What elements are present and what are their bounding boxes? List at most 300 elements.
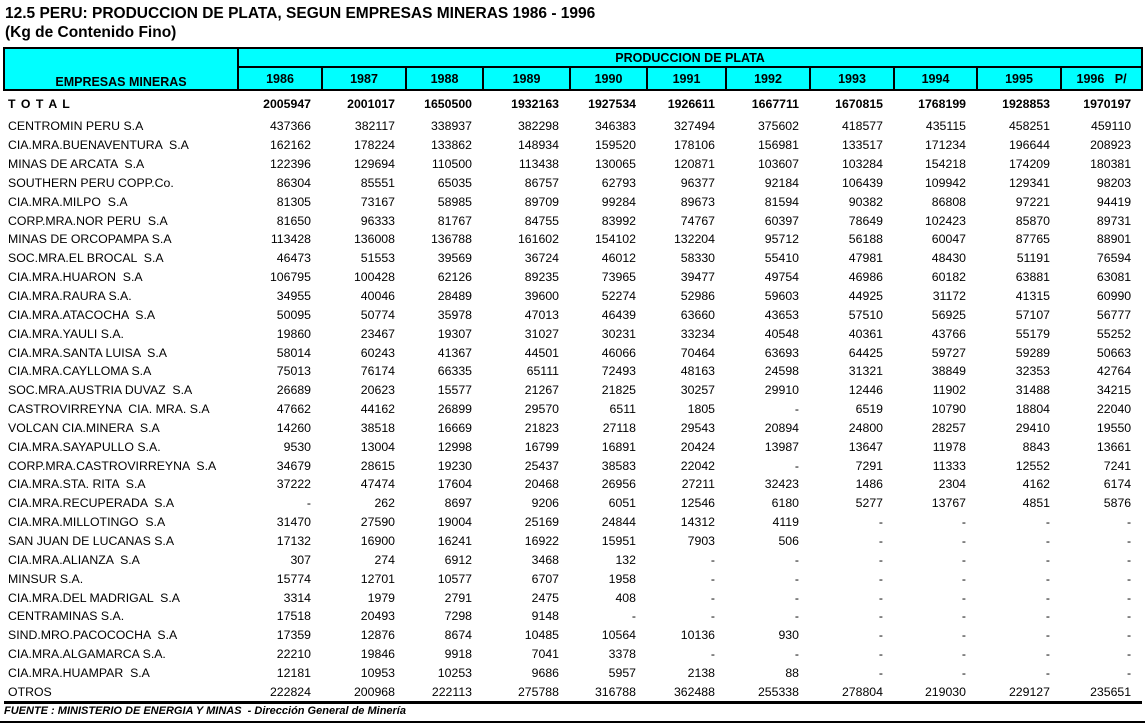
company-name: CIA.MRA.HUARON S.A: [8, 270, 143, 285]
value-cell: 40046: [360, 289, 395, 304]
value-cell: 110500: [431, 157, 472, 172]
value-cell: 133517: [841, 138, 883, 153]
value-cell: 13647: [848, 439, 883, 454]
year-header: 1990: [570, 67, 647, 90]
value-cell: 459110: [1091, 119, 1132, 134]
value-cell: 87765: [1015, 232, 1050, 247]
value-cell: -: [961, 665, 966, 680]
value-cell: 59603: [764, 289, 799, 304]
value-cell: 31027: [524, 326, 559, 341]
value-cell: 96333: [360, 213, 395, 228]
table-row: [4, 324, 1142, 343]
value-cell: 29570: [524, 402, 559, 417]
value-cell: 88: [785, 665, 799, 680]
value-cell: 46986: [848, 270, 883, 285]
value-cell: 9148: [531, 609, 559, 624]
value-cell: 38583: [601, 458, 636, 473]
value-cell: 81767: [437, 213, 472, 228]
value-cell: 95712: [764, 232, 799, 247]
value-cell: 55179: [1015, 326, 1050, 341]
value-cell: 129341: [1008, 175, 1050, 190]
value-cell: 34679: [276, 458, 311, 473]
value-cell: 76594: [1096, 251, 1132, 266]
value-cell: 86757: [524, 175, 559, 190]
value-cell: 58985: [437, 194, 472, 209]
value-cell: 27211: [681, 477, 715, 492]
value-cell: 103607: [757, 157, 799, 172]
company-name: CIA.MRA.DEL MADRIGAL S.A: [8, 590, 180, 605]
value-cell: 81305: [276, 194, 311, 209]
value-cell: 44162: [360, 402, 395, 417]
value-cell: 506: [778, 533, 799, 548]
value-cell: -: [1045, 609, 1050, 624]
table-row: [4, 174, 1142, 193]
value-cell: 89673: [680, 194, 715, 209]
value-cell: 20894: [764, 420, 799, 435]
value-cell: -: [794, 458, 799, 473]
value-cell: 6511: [609, 402, 636, 417]
value-cell: 81650: [276, 213, 311, 228]
year-header: 1987: [322, 67, 406, 90]
value-cell: 63081: [1096, 270, 1132, 285]
table-row: [4, 400, 1142, 419]
value-cell: -: [878, 571, 883, 586]
value-cell: 10564: [601, 628, 636, 643]
value-cell: 17518: [276, 609, 311, 624]
value-cell: 50095: [276, 307, 311, 322]
value-cell: 15577: [437, 383, 472, 398]
value-cell: 10253: [437, 665, 472, 680]
value-cell: -: [1045, 515, 1050, 530]
value-cell: 2791: [444, 590, 472, 605]
company-name: CIA.MRA.MILLOTINGO S.A: [8, 515, 166, 530]
value-cell: 38849: [931, 364, 966, 379]
value-cell: 9206: [531, 496, 559, 511]
value-cell: 2304: [938, 477, 966, 492]
value-cell: 20623: [360, 383, 395, 398]
value-cell: -: [878, 628, 883, 643]
value-cell: 27590: [360, 515, 395, 530]
value-cell: 3314: [283, 590, 311, 605]
value-cell: 38518: [360, 420, 395, 435]
value-cell: 19230: [437, 458, 472, 473]
value-cell: 94419: [1096, 194, 1132, 209]
value-cell: 275788: [517, 684, 559, 699]
company-name: CIA.MRA.YAULI S.A.: [8, 326, 124, 341]
value-cell: 7903: [687, 533, 715, 548]
value-cell: -: [878, 552, 883, 567]
value-cell: 4119: [772, 515, 799, 530]
value-cell: 106795: [269, 270, 311, 285]
value-cell: 46012: [601, 251, 636, 266]
value-cell: 32353: [1015, 364, 1050, 379]
value-cell: 23467: [360, 326, 395, 341]
value-cell: 180381: [1090, 157, 1132, 172]
value-cell: -: [1045, 533, 1050, 548]
value-cell: 174209: [1008, 157, 1050, 172]
value-cell: 200968: [353, 684, 395, 699]
value-cell: 229127: [1008, 684, 1050, 699]
value-cell: 65111: [526, 364, 559, 379]
value-cell: 11978: [932, 439, 966, 454]
title-block: [5, 4, 595, 42]
value-cell: 1970197: [1083, 97, 1132, 111]
value-cell: 47013: [524, 307, 559, 322]
value-cell: 21267: [524, 383, 559, 398]
value-cell: 307: [290, 552, 311, 567]
value-cell: -: [961, 552, 966, 567]
value-cell: 75013: [276, 364, 311, 379]
value-cell: -: [1045, 628, 1050, 643]
value-cell: 35978: [437, 307, 472, 322]
value-cell: 31488: [1015, 383, 1050, 398]
value-cell: 1927534: [588, 97, 636, 111]
value-cell: 48430: [931, 251, 966, 266]
value-cell: 50774: [360, 307, 395, 322]
value-cell: -: [710, 609, 715, 624]
value-cell: 63881: [1015, 270, 1050, 285]
value-cell: 178224: [353, 138, 395, 153]
value-cell: 46439: [601, 307, 636, 322]
value-cell: 76174: [360, 364, 395, 379]
value-cell: 55410: [764, 251, 799, 266]
value-cell: 73965: [601, 270, 636, 285]
value-cell: 78649: [848, 213, 883, 228]
value-cell: 1958: [608, 571, 636, 586]
company-name: CIA.MRA.SAYAPULLO S.A.: [8, 439, 161, 454]
company-name: CIA.MRA.ATACOCHA S.A: [8, 307, 156, 322]
value-cell: 22040: [1096, 402, 1132, 417]
value-cell: 66335: [437, 364, 472, 379]
value-cell: 36724: [524, 251, 559, 266]
value-cell: 20493: [360, 609, 395, 624]
value-cell: 30231: [601, 326, 636, 341]
value-cell: 34955: [276, 289, 311, 304]
value-cell: 9918: [444, 647, 472, 662]
value-cell: 57107: [1015, 307, 1050, 322]
value-cell: -: [1045, 552, 1050, 567]
value-cell: 1932163: [511, 97, 559, 111]
year-header: 1995: [977, 67, 1061, 90]
value-cell: 161602: [517, 232, 559, 247]
value-cell: -: [961, 571, 966, 586]
value-cell: 2138: [687, 665, 715, 680]
value-cell: -: [710, 552, 715, 567]
value-cell: 375602: [757, 119, 799, 134]
value-cell: 17132: [276, 533, 311, 548]
group-header-row: [4, 48, 1142, 67]
value-cell: -: [794, 609, 799, 624]
value-cell: -: [794, 590, 799, 605]
value-cell: 113438: [518, 157, 559, 172]
value-cell: 1926611: [667, 97, 715, 111]
value-cell: 382298: [517, 119, 559, 134]
value-cell: -: [1127, 533, 1132, 548]
table-row: [4, 287, 1142, 306]
value-cell: 62793: [601, 175, 636, 190]
company-name: CORP.MRA.CASTROVIRREYNA S.A: [8, 458, 217, 473]
value-cell: 196644: [1008, 138, 1050, 153]
value-cell: 5957: [608, 665, 636, 680]
value-cell: 16900: [360, 533, 395, 548]
value-cell: -: [1127, 628, 1132, 643]
value-cell: 12876: [360, 628, 395, 643]
company-name: MINSUR S.A.: [8, 571, 84, 586]
value-cell: 16922: [524, 533, 559, 548]
value-cell: 70464: [680, 345, 715, 360]
company-name: CIA.MRA.MILPO S.A: [8, 194, 128, 209]
table-row: [4, 230, 1142, 249]
table-row: [4, 343, 1142, 362]
value-cell: 97221: [1015, 194, 1050, 209]
value-cell: 57510: [848, 307, 883, 322]
value-cell: 12546: [680, 496, 715, 511]
value-cell: 6051: [608, 496, 636, 511]
year-header: 1992: [726, 67, 810, 90]
value-cell: 85551: [360, 175, 395, 190]
value-cell: -: [1045, 571, 1050, 586]
company-name: SIND.MRO.PACOCOCHA S.A: [8, 628, 178, 643]
value-cell: 48163: [680, 364, 715, 379]
value-cell: 1650500: [424, 97, 472, 111]
company-name: CASTROVIRREYNA CIA. MRA. S.A: [8, 402, 210, 417]
value-cell: 86808: [931, 194, 966, 209]
value-cell: 40361: [848, 326, 883, 341]
value-cell: 154102: [594, 232, 636, 247]
value-cell: 12701: [360, 571, 395, 586]
value-cell: 156981: [757, 138, 799, 153]
table-row: [4, 682, 1142, 702]
value-cell: 13767: [931, 496, 966, 511]
value-cell: 42764: [1096, 364, 1132, 379]
company-name: CENTROMIN PERU S.A: [8, 119, 144, 134]
value-cell: 148934: [517, 138, 559, 153]
company-name: CIA.MRA.BUENAVENTURA S.A: [8, 138, 189, 153]
value-cell: 31321: [848, 364, 883, 379]
source-note-text: FUENTE : MINISTERIO DE ENERGIA Y MINAS - Dirección General de Minería: [4, 705, 406, 717]
value-cell: 24800: [848, 420, 883, 435]
value-cell: 89709: [524, 194, 559, 209]
value-cell: 37222: [276, 477, 311, 492]
value-cell: 219030: [924, 684, 966, 699]
value-cell: -: [1127, 515, 1132, 530]
value-cell: 89731: [1096, 213, 1132, 228]
value-cell: 13004: [360, 439, 395, 454]
value-cell: 25169: [524, 515, 559, 530]
value-cell: 102423: [924, 213, 966, 228]
value-cell: 31172: [932, 289, 966, 304]
value-cell: 20468: [524, 477, 559, 492]
value-cell: 52274: [601, 289, 636, 304]
value-cell: 89235: [524, 270, 559, 285]
value-cell: 59727: [931, 345, 966, 360]
value-cell: 12552: [1015, 458, 1050, 473]
company-name: CIA.MRA.ALIANZA S.A: [8, 552, 140, 567]
value-cell: 5876: [1103, 496, 1132, 511]
value-cell: 1486: [855, 477, 883, 492]
value-cell: 3378: [608, 647, 636, 662]
value-cell: 21825: [601, 383, 636, 398]
value-cell: 32423: [764, 477, 799, 492]
value-cell: -: [794, 571, 799, 586]
value-cell: 43766: [931, 326, 966, 341]
page-subtitle: (Kg de Contenido Fino): [5, 24, 177, 41]
table-row: [4, 381, 1142, 400]
value-cell: 96377: [680, 175, 715, 190]
company-name: VOLCAN CIA.MINERA S.A: [8, 420, 160, 435]
value-cell: 262: [374, 496, 395, 511]
value-cell: 10485: [524, 628, 559, 643]
value-cell: 6180: [771, 496, 799, 511]
value-cell: 29410: [1015, 420, 1050, 435]
value-cell: 56925: [931, 307, 966, 322]
value-cell: -: [1045, 647, 1050, 662]
value-cell: 39600: [524, 289, 559, 304]
value-cell: 6174: [1103, 477, 1132, 492]
company-name: SOC.MRA.EL BROCAL S.A: [8, 251, 164, 266]
value-cell: 22042: [680, 458, 715, 473]
value-cell: 9530: [283, 439, 311, 454]
total-row: [4, 90, 1142, 117]
value-cell: 34215: [1096, 383, 1132, 398]
value-cell: 274: [374, 552, 395, 567]
value-cell: 338937: [430, 119, 472, 134]
company-name: SOUTHERN PERU COPP.Co.: [8, 175, 174, 190]
table-header: [4, 48, 1142, 90]
value-cell: -: [961, 533, 966, 548]
value-cell: 10577: [437, 571, 472, 586]
value-cell: 59289: [1015, 345, 1050, 360]
year-header: 1996 P/: [1061, 67, 1142, 90]
value-cell: 39569: [437, 251, 472, 266]
company-name: CIA.MRA.RAURA S.A.: [8, 289, 132, 304]
table-row: [4, 569, 1142, 588]
value-cell: 19550: [1096, 420, 1132, 435]
value-cell: 2005947: [263, 97, 311, 111]
company-name: CIA.MRA.RECUPERADA S.A: [8, 496, 175, 511]
value-cell: 12446: [848, 383, 883, 398]
value-cell: 46066: [601, 345, 636, 360]
value-cell: -: [961, 590, 966, 605]
value-cell: -: [794, 647, 799, 662]
value-cell: 60182: [931, 270, 966, 285]
value-cell: 222113: [431, 684, 472, 699]
value-cell: 46473: [276, 251, 311, 266]
value-cell: 120871: [673, 157, 715, 172]
value-cell: 16669: [437, 420, 472, 435]
value-cell: 1805: [687, 402, 715, 417]
value-cell: 26956: [601, 477, 636, 492]
value-cell: 1979: [367, 590, 395, 605]
table-body: [4, 90, 1142, 703]
company-name: CENTRAMINAS S.A.: [8, 609, 125, 624]
value-cell: 33234: [680, 326, 715, 341]
value-cell: -: [306, 496, 311, 511]
value-cell: 106439: [841, 175, 883, 190]
table-row: [4, 532, 1142, 551]
value-cell: 8843: [1022, 439, 1050, 454]
value-cell: 435115: [925, 119, 966, 134]
table-row: [4, 211, 1142, 230]
value-cell: 113428: [270, 232, 311, 247]
value-cell: 50663: [1096, 345, 1132, 360]
value-cell: 56777: [1096, 307, 1132, 322]
year-header: 1988: [406, 67, 483, 90]
value-cell: -: [631, 609, 636, 624]
value-cell: 90382: [848, 194, 883, 209]
table-row: [4, 249, 1142, 268]
value-cell: 22210: [276, 647, 311, 662]
value-cell: -: [878, 515, 883, 530]
value-cell: 74767: [680, 213, 715, 228]
value-cell: 4851: [1022, 496, 1050, 511]
value-cell: 64425: [848, 345, 883, 360]
value-cell: 7241: [1103, 458, 1132, 473]
value-cell: 52986: [680, 289, 715, 304]
value-cell: 72493: [601, 364, 636, 379]
value-cell: 24844: [601, 515, 636, 530]
value-cell: 7041: [531, 647, 559, 662]
table-row: [4, 494, 1142, 513]
value-cell: 346383: [594, 119, 636, 134]
value-cell: -: [1045, 665, 1050, 680]
value-cell: 327494: [673, 119, 715, 134]
value-cell: 41367: [437, 345, 472, 360]
value-cell: 10953: [360, 665, 395, 680]
value-cell: 6519: [855, 402, 883, 417]
value-cell: 19860: [276, 326, 311, 341]
value-cell: 51191: [1016, 251, 1050, 266]
value-cell: 103284: [841, 157, 883, 172]
value-cell: 28615: [360, 458, 395, 473]
value-cell: -: [961, 628, 966, 643]
value-cell: 39477: [680, 270, 715, 285]
table-row: [4, 437, 1142, 456]
value-cell: 133862: [430, 138, 472, 153]
value-cell: 17604: [437, 477, 472, 492]
value-cell: 26689: [276, 383, 311, 398]
year-header: 1986: [238, 67, 322, 90]
value-cell: 43653: [764, 307, 799, 322]
value-cell: 58330: [680, 251, 715, 266]
value-cell: 437366: [269, 119, 311, 134]
company-name: CIA.MRA.ALGAMARCA S.A.: [8, 647, 166, 662]
value-cell: 65035: [437, 175, 472, 190]
value-cell: 49754: [764, 270, 799, 285]
value-cell: 10136: [680, 628, 715, 643]
value-cell: 14312: [680, 515, 715, 530]
value-cell: 2001017: [347, 97, 395, 111]
value-cell: 208923: [1090, 138, 1132, 153]
value-cell: 930: [778, 628, 799, 643]
value-cell: 12998: [437, 439, 472, 454]
value-cell: 29910: [764, 383, 799, 398]
table-row: [4, 588, 1142, 607]
table-row: [4, 362, 1142, 381]
value-cell: -: [878, 665, 883, 680]
value-cell: -: [1127, 665, 1132, 680]
value-cell: 418577: [841, 119, 883, 134]
value-cell: 458251: [1008, 119, 1050, 134]
value-cell: 60990: [1096, 289, 1132, 304]
table-row: [4, 456, 1142, 475]
value-cell: -: [710, 571, 715, 586]
value-cell: 1928853: [1002, 97, 1050, 111]
value-cell: 44925: [848, 289, 883, 304]
value-cell: 408: [615, 590, 636, 605]
company-name: CIA.MRA.HUAMPAR S.A: [8, 665, 150, 680]
value-cell: 88901: [1096, 232, 1132, 247]
